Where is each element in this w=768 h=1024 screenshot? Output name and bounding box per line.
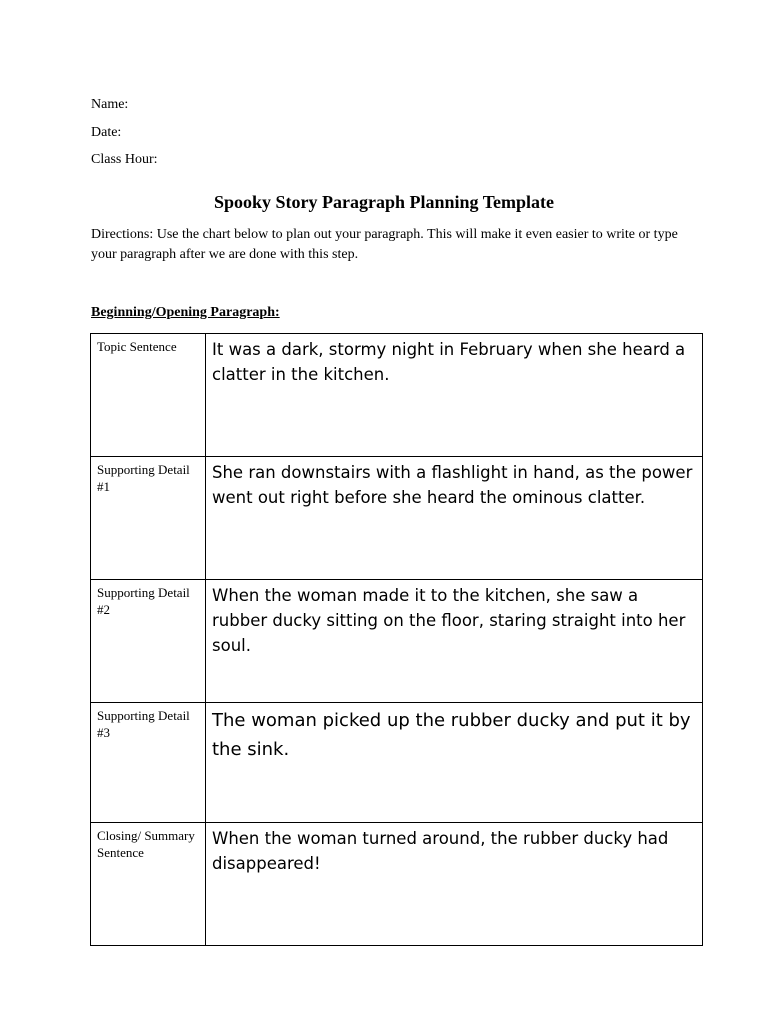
planning-table: [90, 333, 703, 946]
row-content-supporting-detail-2[interactable]: When the woman made it to the kitchen, she saw a rubber ducky sitting on the floor, staring straight into her soul.: [206, 580, 703, 703]
table-row: [91, 703, 703, 823]
row-label-topic-sentence: Topic Sentence: [91, 334, 206, 457]
page-title: Spooky Story Paragraph Planning Template: [213, 192, 555, 212]
row-label-supporting-detail-1: Supporting Detail #1: [91, 457, 206, 580]
table-row: [91, 823, 703, 946]
directions-text: Directions: Use the chart below to plan out your paragraph. This will make it even easier to write or type your paragraph after we are done with this step.: [91, 227, 678, 262]
row-content-supporting-detail-1[interactable]: She ran downstairs with a flashlight in hand, as the power went out right before she heard the ominous clatter.: [206, 457, 703, 580]
row-label-supporting-detail-3: Supporting Detail #3: [91, 703, 206, 823]
row-label-supporting-detail-2: Supporting Detail #2: [91, 580, 206, 703]
row-label-closing-summary-sentence: Closing/ Summary Sentence: [91, 823, 206, 946]
table-row: [91, 334, 703, 457]
row-content-topic-sentence[interactable]: It was a dark, stormy night in February when she heard a clatter in the kitchen.: [206, 334, 703, 457]
class-hour-label: Class Hour:: [91, 152, 158, 167]
row-content-supporting-detail-3[interactable]: The woman picked up the rubber ducky and put it by the sink.: [206, 703, 703, 823]
table-row: [91, 457, 703, 580]
section-heading: Beginning/Opening Paragraph:: [91, 305, 280, 320]
row-content-closing-summary-sentence[interactable]: When the woman turned around, the rubber ducky had disappeared!: [206, 823, 703, 946]
name-label: Name:: [91, 97, 129, 112]
table-row: [91, 580, 703, 703]
date-label: Date:: [91, 125, 122, 140]
